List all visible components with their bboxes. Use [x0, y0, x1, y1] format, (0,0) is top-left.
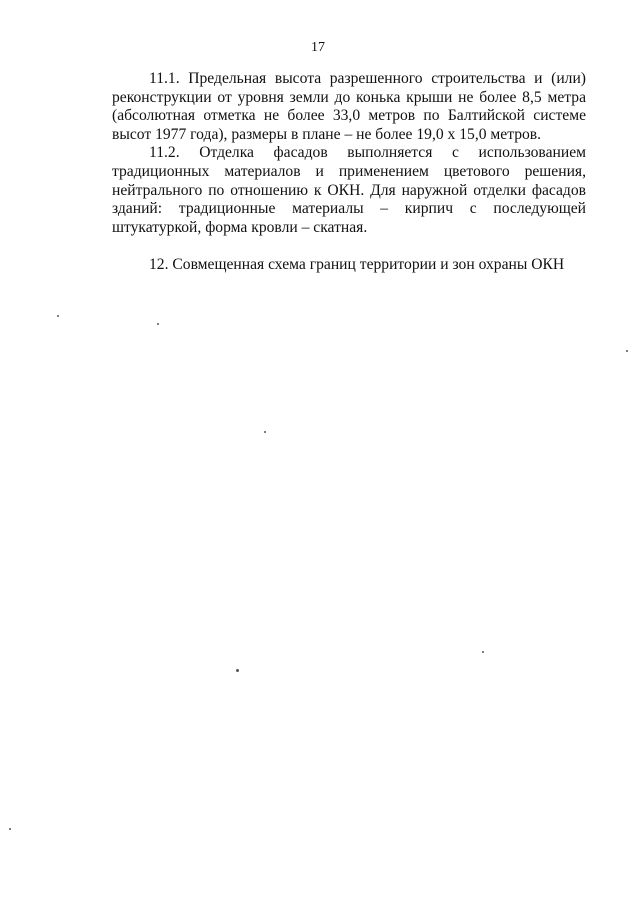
document-body: [112, 70, 586, 275]
paragraph-11-2: 11.2. Отделка фасадов выполняется с использованием традиционных материалов и применением цветового решения, нейтрального по отношению к ОКН. Для наружной отделки фасадов зданий: традиционные материалы – кирпич с последующей штукатуркой, форма кровли – скатная.: [112, 144, 586, 236]
scan-speck: [626, 350, 628, 352]
page-number: 17: [311, 40, 325, 55]
paragraph-11-1: 11.1. Предельная высота разрешенного строительства и (или) реконструкции от уровня земли до конька крыши не более 8,5 метра (абсолютная отметка не более 33,0 метров по Балтийской системе высот 1977 года), размеры в плане – не более 19,0 х 15,0 метров.: [112, 70, 586, 143]
scan-speck: [482, 651, 484, 653]
scan-speck: [57, 315, 59, 317]
scan-speck: [157, 323, 159, 325]
scan-speck: [264, 431, 266, 433]
section-heading-12: 12. Совмещенная схема границ территории и зон охраны ОКН: [149, 256, 565, 274]
scan-speck: [9, 828, 11, 830]
scan-speck: [236, 669, 239, 672]
